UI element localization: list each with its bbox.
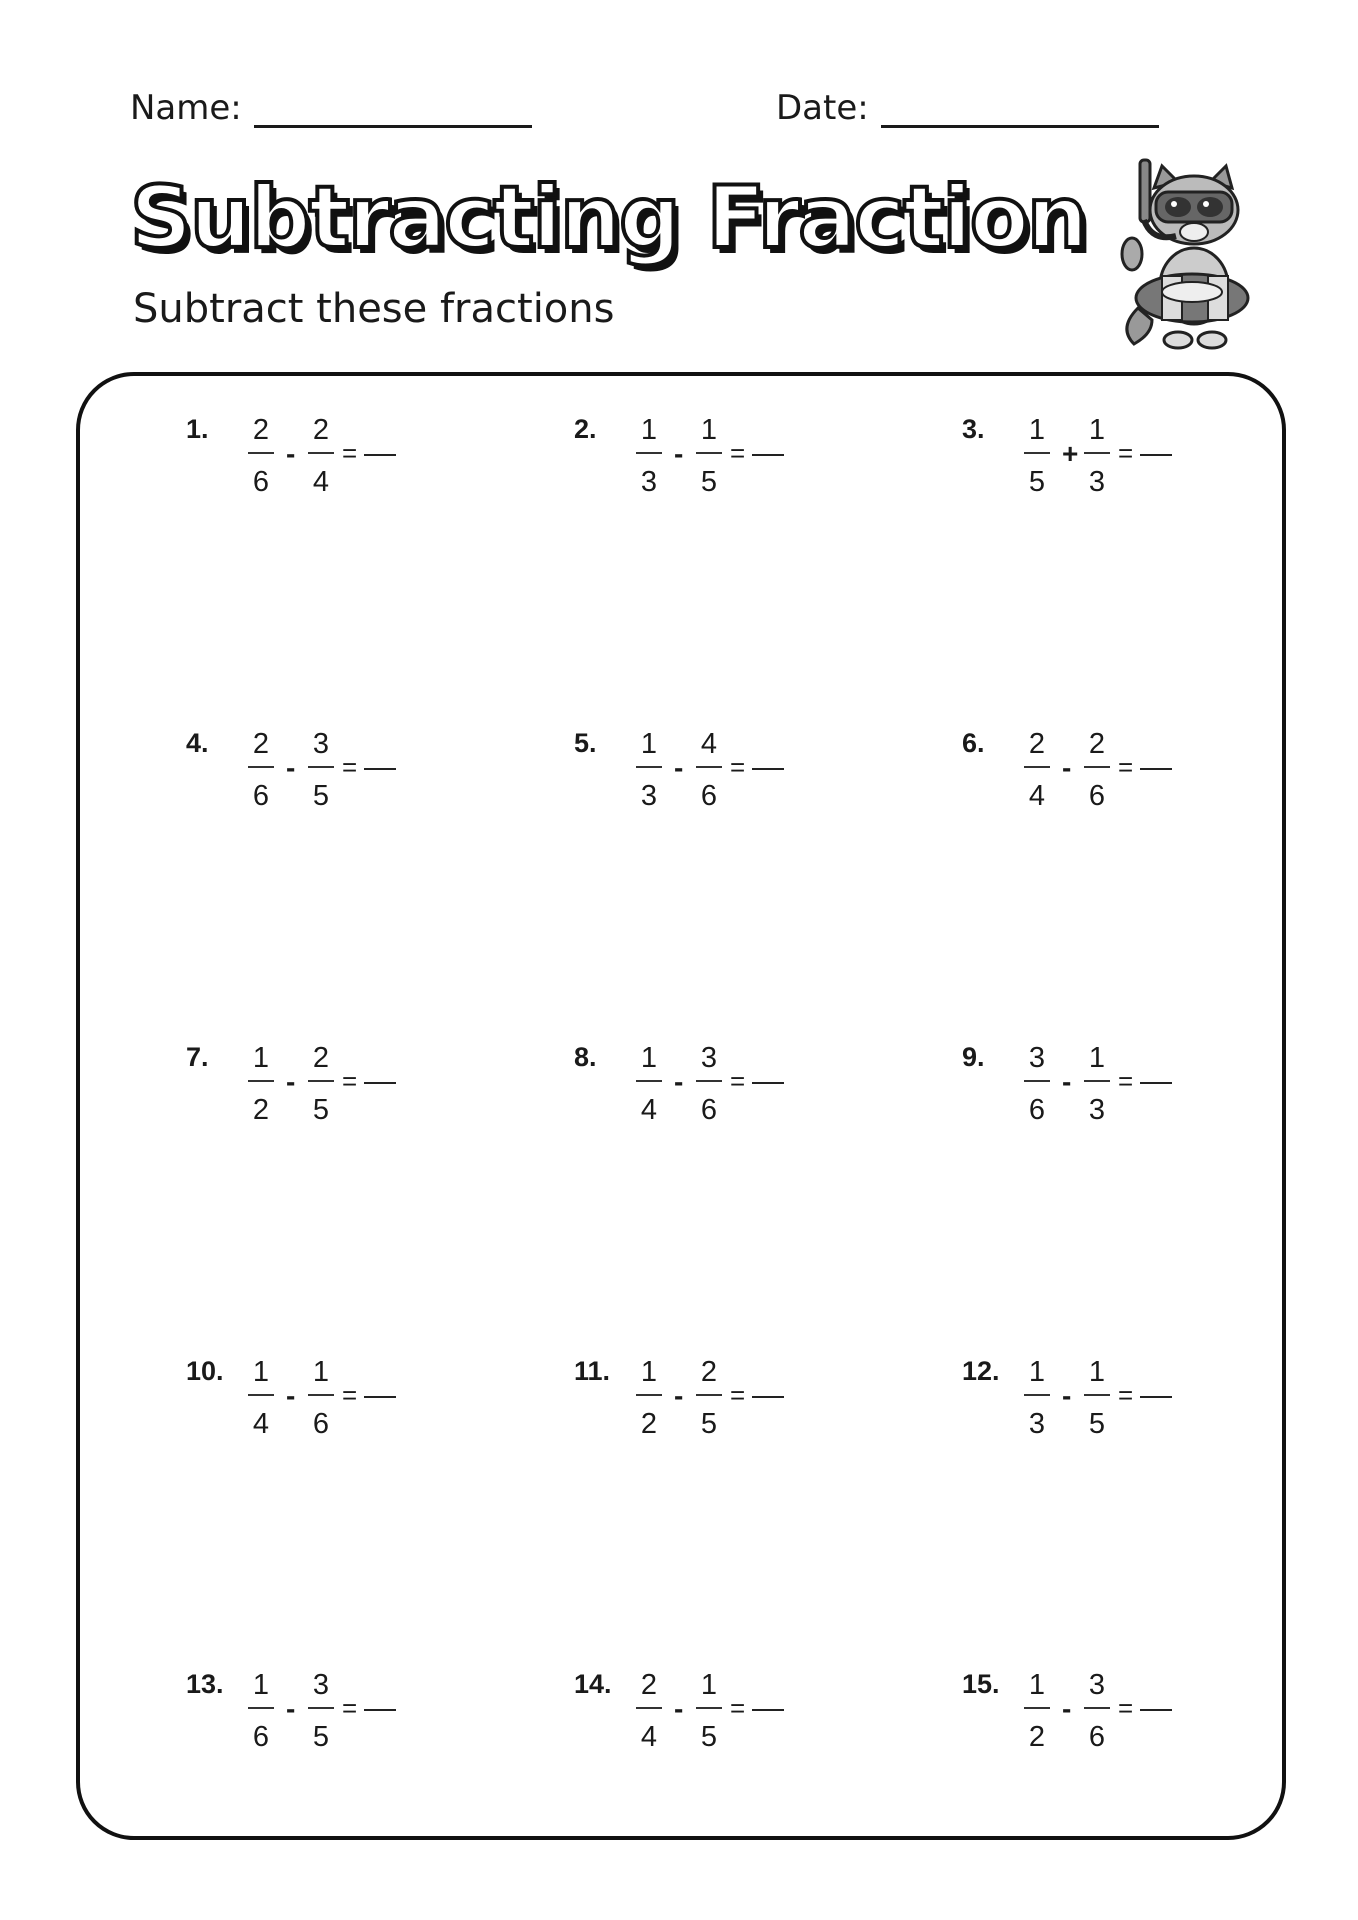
fraction-bar xyxy=(248,766,274,768)
raccoon-snorkel-mascot-icon xyxy=(1112,158,1252,353)
problem-6 xyxy=(962,728,1262,838)
fraction-a xyxy=(1020,1044,1054,1125)
problem-number: 11. xyxy=(574,1356,611,1386)
fraction-a xyxy=(244,416,278,497)
problem-9 xyxy=(962,1042,1262,1152)
fraction-bar xyxy=(1024,1080,1050,1082)
fraction-a xyxy=(1020,416,1054,497)
date-blank-line[interactable] xyxy=(881,91,1159,128)
name-blank-line[interactable] xyxy=(254,91,532,128)
date-field xyxy=(776,88,1159,128)
operator: - xyxy=(1062,752,1072,783)
answer-blank[interactable] xyxy=(752,768,784,770)
equals-sign: = xyxy=(730,1380,746,1410)
fraction-bar xyxy=(1084,766,1110,768)
fraction-bar xyxy=(1024,766,1050,768)
problem-2 xyxy=(574,414,874,524)
problem-14 xyxy=(574,1669,874,1779)
fraction-a xyxy=(632,730,666,811)
fraction-a xyxy=(1020,1671,1054,1752)
answer-blank[interactable] xyxy=(1140,768,1172,770)
problem-4 xyxy=(186,728,486,838)
numerator: 3 xyxy=(1088,1669,1106,1701)
answer-blank[interactable] xyxy=(364,1709,396,1711)
fraction-b xyxy=(304,1671,338,1752)
denominator: 6 xyxy=(252,780,270,812)
numerator: 3 xyxy=(1028,1042,1046,1074)
fraction-a xyxy=(632,416,666,497)
answer-blank[interactable] xyxy=(364,768,396,770)
numerator: 2 xyxy=(312,1042,330,1074)
denominator: 5 xyxy=(312,1094,330,1126)
answer-blank[interactable] xyxy=(364,454,396,456)
equals-sign: = xyxy=(730,1693,746,1723)
date-label: Date: xyxy=(776,88,869,128)
numerator: 2 xyxy=(252,728,270,760)
numerator: 3 xyxy=(700,1042,718,1074)
fraction-b xyxy=(692,416,726,497)
problem-number: 8. xyxy=(574,1042,597,1072)
numerator: 1 xyxy=(640,1042,658,1074)
fraction-a xyxy=(1020,1358,1054,1439)
equals-sign: = xyxy=(342,1380,358,1410)
fraction-bar xyxy=(636,1080,662,1082)
fraction-a xyxy=(1020,730,1054,811)
worksheet-subtitle: Subtract these fractions xyxy=(133,286,615,332)
operator: - xyxy=(674,1380,684,1411)
fraction-b xyxy=(1080,1044,1114,1125)
fraction-bar xyxy=(636,766,662,768)
numerator: 1 xyxy=(1088,1042,1106,1074)
answer-blank[interactable] xyxy=(1140,454,1172,456)
answer-blank[interactable] xyxy=(752,454,784,456)
numerator: 1 xyxy=(640,1356,658,1388)
numerator: 1 xyxy=(1028,1669,1046,1701)
name-label: Name: xyxy=(130,88,242,128)
equals-sign: = xyxy=(342,1693,358,1723)
fraction-b xyxy=(1080,1671,1114,1752)
fraction-bar xyxy=(248,1080,274,1082)
fraction-b xyxy=(1080,730,1114,811)
operator: - xyxy=(674,1693,684,1724)
fraction-b xyxy=(1080,416,1114,497)
problem-number: 4. xyxy=(186,728,209,758)
fraction-bar xyxy=(696,1707,722,1709)
fraction-b xyxy=(692,1671,726,1752)
numerator: 1 xyxy=(700,414,718,446)
problem-number: 7. xyxy=(186,1042,209,1072)
fraction-bar xyxy=(1024,452,1050,454)
numerator: 3 xyxy=(312,1669,330,1701)
denominator: 6 xyxy=(252,1721,270,1753)
fraction-b xyxy=(304,1044,338,1125)
problem-number: 1. xyxy=(186,414,209,444)
fraction-bar xyxy=(1024,1394,1050,1396)
problem-7 xyxy=(186,1042,486,1152)
equals-sign: = xyxy=(1118,752,1134,782)
problem-number: 6. xyxy=(962,728,985,758)
problem-number: 15. xyxy=(962,1669,1000,1699)
numerator: 1 xyxy=(1088,414,1106,446)
numerator: 1 xyxy=(252,1669,270,1701)
denominator: 6 xyxy=(252,466,270,498)
fraction-b xyxy=(692,730,726,811)
numerator: 3 xyxy=(312,728,330,760)
fraction-bar xyxy=(1084,452,1110,454)
numerator: 1 xyxy=(700,1669,718,1701)
operator: - xyxy=(286,752,296,783)
problem-15 xyxy=(962,1669,1262,1779)
equals-sign: = xyxy=(1118,438,1134,468)
fraction-a xyxy=(632,1044,666,1125)
fraction-bar xyxy=(308,1394,334,1396)
fraction-bar xyxy=(696,452,722,454)
numerator: 1 xyxy=(1028,414,1046,446)
denominator: 2 xyxy=(1028,1721,1046,1753)
fraction-a xyxy=(244,1358,278,1439)
problem-number: 2. xyxy=(574,414,597,444)
fraction-a xyxy=(244,1044,278,1125)
answer-blank[interactable] xyxy=(364,1082,396,1084)
numerator: 1 xyxy=(252,1042,270,1074)
problem-number: 5. xyxy=(574,728,597,758)
denominator: 3 xyxy=(1088,466,1106,498)
fraction-a xyxy=(632,1358,666,1439)
fraction-bar xyxy=(636,452,662,454)
equals-sign: = xyxy=(730,438,746,468)
denominator: 4 xyxy=(640,1721,658,1753)
operator: - xyxy=(286,1693,296,1724)
answer-blank[interactable] xyxy=(1140,1396,1172,1398)
denominator: 6 xyxy=(312,1408,330,1440)
operator: - xyxy=(1062,1693,1072,1724)
denominator: 5 xyxy=(700,1408,718,1440)
problem-8 xyxy=(574,1042,874,1152)
denominator: 2 xyxy=(640,1408,658,1440)
operator: - xyxy=(674,752,684,783)
fraction-b xyxy=(304,1358,338,1439)
fraction-b xyxy=(692,1044,726,1125)
denominator: 5 xyxy=(700,1721,718,1753)
fraction-bar xyxy=(696,1080,722,1082)
denominator: 3 xyxy=(640,466,658,498)
numerator: 1 xyxy=(640,728,658,760)
denominator: 5 xyxy=(1028,466,1046,498)
fraction-bar xyxy=(308,766,334,768)
operator: - xyxy=(1062,1066,1072,1097)
equals-sign: = xyxy=(342,752,358,782)
numerator: 1 xyxy=(640,414,658,446)
answer-blank[interactable] xyxy=(364,1396,396,1398)
numerator: 1 xyxy=(1028,1356,1046,1388)
denominator: 5 xyxy=(700,466,718,498)
fraction-bar xyxy=(248,1707,274,1709)
denominator: 3 xyxy=(640,780,658,812)
equals-sign: = xyxy=(730,752,746,782)
problem-5 xyxy=(574,728,874,838)
fraction-bar xyxy=(308,1080,334,1082)
equals-sign: = xyxy=(1118,1066,1134,1096)
problem-number: 3. xyxy=(962,414,985,444)
name-field xyxy=(130,88,532,128)
denominator: 3 xyxy=(1028,1408,1046,1440)
numerator: 2 xyxy=(1088,728,1106,760)
denominator: 4 xyxy=(252,1408,270,1440)
numerator: 4 xyxy=(700,728,718,760)
problem-3 xyxy=(962,414,1262,524)
fraction-b xyxy=(692,1358,726,1439)
fraction-a xyxy=(244,1671,278,1752)
numerator: 2 xyxy=(312,414,330,446)
denominator: 4 xyxy=(1028,780,1046,812)
problem-number: 12. xyxy=(962,1356,1000,1386)
denominator: 6 xyxy=(1028,1094,1046,1126)
numerator: 1 xyxy=(252,1356,270,1388)
fraction-bar xyxy=(1084,1394,1110,1396)
numerator: 2 xyxy=(252,414,270,446)
numerator: 2 xyxy=(1028,728,1046,760)
denominator: 6 xyxy=(700,1094,718,1126)
answer-blank[interactable] xyxy=(1140,1082,1172,1084)
operator: - xyxy=(1062,1380,1072,1411)
operator: - xyxy=(674,438,684,469)
fraction-bar xyxy=(1084,1707,1110,1709)
equals-sign: = xyxy=(342,438,358,468)
fraction-bar xyxy=(636,1394,662,1396)
fraction-b xyxy=(1080,1358,1114,1439)
numerator: 1 xyxy=(1088,1356,1106,1388)
fraction-bar xyxy=(308,1707,334,1709)
denominator: 5 xyxy=(1088,1408,1106,1440)
operator: - xyxy=(286,1066,296,1097)
problem-11 xyxy=(574,1356,874,1466)
denominator: 4 xyxy=(312,466,330,498)
problem-13 xyxy=(186,1669,486,1779)
fraction-bar xyxy=(248,452,274,454)
fraction-b xyxy=(304,730,338,811)
numerator: 2 xyxy=(640,1669,658,1701)
fraction-bar xyxy=(636,1707,662,1709)
problem-number: 14. xyxy=(574,1669,612,1699)
fraction-a xyxy=(244,730,278,811)
problem-number: 9. xyxy=(962,1042,985,1072)
operator: - xyxy=(286,1380,296,1411)
problem-1 xyxy=(186,414,486,524)
fraction-bar xyxy=(308,452,334,454)
answer-blank[interactable] xyxy=(752,1396,784,1398)
denominator: 5 xyxy=(312,780,330,812)
fraction-bar xyxy=(248,1394,274,1396)
denominator: 5 xyxy=(312,1721,330,1753)
fraction-a xyxy=(632,1671,666,1752)
denominator: 6 xyxy=(700,780,718,812)
fraction-bar xyxy=(696,766,722,768)
problem-12 xyxy=(962,1356,1262,1466)
fraction-bar xyxy=(1084,1080,1110,1082)
answer-blank[interactable] xyxy=(752,1709,784,1711)
problem-number: 13. xyxy=(186,1669,224,1699)
equals-sign: = xyxy=(730,1066,746,1096)
numerator: 1 xyxy=(312,1356,330,1388)
equals-sign: = xyxy=(1118,1693,1134,1723)
answer-blank[interactable] xyxy=(752,1082,784,1084)
equals-sign: = xyxy=(342,1066,358,1096)
denominator: 6 xyxy=(1088,780,1106,812)
denominator: 6 xyxy=(1088,1721,1106,1753)
fraction-bar xyxy=(696,1394,722,1396)
operator: + xyxy=(1062,438,1079,469)
fraction-bar xyxy=(1024,1707,1050,1709)
denominator: 4 xyxy=(640,1094,658,1126)
equals-sign: = xyxy=(1118,1380,1134,1410)
denominator: 2 xyxy=(252,1094,270,1126)
numerator: 2 xyxy=(700,1356,718,1388)
denominator: 3 xyxy=(1088,1094,1106,1126)
fraction-b xyxy=(304,416,338,497)
problem-10 xyxy=(186,1356,486,1466)
operator: - xyxy=(286,438,296,469)
problem-number: 10. xyxy=(186,1356,224,1386)
answer-blank[interactable] xyxy=(1140,1709,1172,1711)
operator: - xyxy=(674,1066,684,1097)
worksheet-title: Subtracting Fraction xyxy=(130,168,1087,268)
